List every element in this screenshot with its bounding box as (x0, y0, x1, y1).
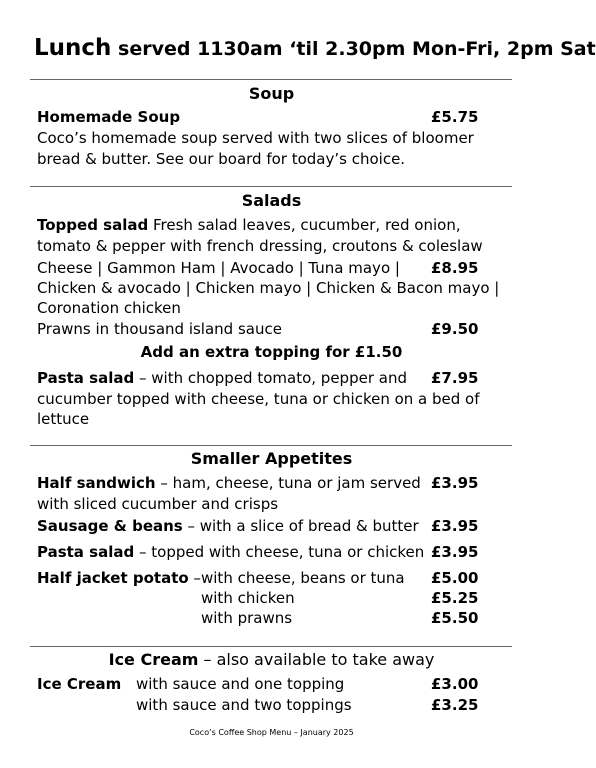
jacket-option: with chicken (201, 589, 295, 607)
salad-fillings-line: Cheese | Gammon Ham | Avocado | Tuna mayo | (37, 259, 400, 277)
footer-note: Coco’s Coffee Shop Menu – January 2025 (189, 728, 354, 737)
small-pasta-salad-price: £3.95 (431, 543, 479, 561)
pasta-salad-description: cucumber topped with cheese, tuna or chicken on a bed of (37, 390, 480, 408)
ice-cream-price: £3.00 (431, 675, 479, 693)
half-sandwich-description: – ham, cheese, tuna or jam served (155, 474, 421, 492)
divider (30, 186, 512, 187)
topped-salad-name: Topped salad (37, 216, 149, 234)
prawns-option: Prawns in thousand island sauce (37, 320, 282, 338)
extra-topping-note: Add an extra topping for £1.50 (140, 343, 403, 361)
salads-heading: Salads (241, 191, 302, 210)
small-pasta-salad-line (37, 542, 424, 562)
small-pasta-salad-description: – topped with cheese, tuna or chicken (134, 543, 425, 561)
topped-salad-price: £8.95 (431, 259, 479, 277)
pasta-salad-line (37, 368, 407, 388)
half-sandwich-price: £3.95 (431, 474, 479, 492)
pasta-salad-price: £7.95 (431, 369, 479, 387)
salad-fillings-line: Chicken & avocado | Chicken mayo | Chicken & Bacon mayo | (37, 279, 500, 297)
small-pasta-salad-name: Pasta salad (37, 543, 135, 561)
ice-cream-price: £3.25 (431, 696, 479, 714)
jacket-price: £5.50 (431, 609, 479, 627)
pasta-salad-description: lettuce (37, 410, 90, 428)
topped-salad-line (37, 215, 461, 235)
soup-description-line: Coco’s homemade soup served with two slices of bloomer (37, 129, 474, 147)
divider (30, 445, 512, 446)
pasta-salad-description: – with chopped tomato, pepper and (134, 369, 407, 387)
soup-item-name: Homemade Soup (37, 108, 181, 126)
smaller-appetites-heading: Smaller Appetites (190, 449, 353, 468)
topped-salad-description: tomato & pepper with french dressing, croutons & coleslaw (37, 237, 483, 255)
sausage-beans-name: Sausage & beans (37, 517, 183, 535)
half-sandwich-name: Half sandwich (37, 474, 156, 492)
topped-salad-description: Fresh salad leaves, cucumber, red onion, (148, 216, 461, 234)
sausage-beans-line (37, 516, 419, 536)
sausage-beans-description: – with a slice of bread & butter (182, 517, 419, 535)
half-sandwich-line (37, 473, 421, 493)
jacket-option: with cheese, beans or tuna (201, 569, 405, 587)
ice-cream-item-name: Ice Cream (37, 675, 122, 693)
page-title (34, 34, 596, 63)
soup-description-line: bread & butter. See our board for today’s choice. (37, 150, 406, 168)
salad-fillings-line: Coronation chicken (37, 299, 181, 317)
jacket-price: £5.00 (431, 569, 479, 587)
half-jacket-potato-line (37, 568, 201, 588)
lunch-label: Lunch (34, 35, 112, 61)
half-jacket-potato-name: Half jacket potato (37, 569, 189, 587)
jacket-price: £5.25 (431, 589, 479, 607)
ice-cream-heading-note: – also available to take away (198, 650, 435, 669)
sausage-beans-price: £3.95 (431, 517, 479, 535)
half-jacket-potato-dash: – (188, 569, 201, 587)
soup-price: £5.75 (431, 108, 479, 126)
ice-cream-heading: Ice Cream (108, 650, 199, 669)
divider (30, 79, 512, 80)
half-sandwich-description: with sliced cucumber and crisps (37, 495, 279, 513)
prawns-price: £9.50 (431, 320, 479, 338)
serving-times: served 1130am ‘til 2.30pm Mon-Fri, 2pm Sat (111, 38, 596, 60)
pasta-salad-name: Pasta salad (37, 369, 135, 387)
jacket-option: with prawns (201, 609, 293, 627)
ice-cream-option: with sauce and one topping (136, 675, 345, 693)
ice-cream-heading-line (0, 649, 543, 671)
ice-cream-option: with sauce and two toppings (136, 696, 352, 714)
soup-heading: Soup (248, 84, 295, 103)
divider (30, 646, 512, 647)
